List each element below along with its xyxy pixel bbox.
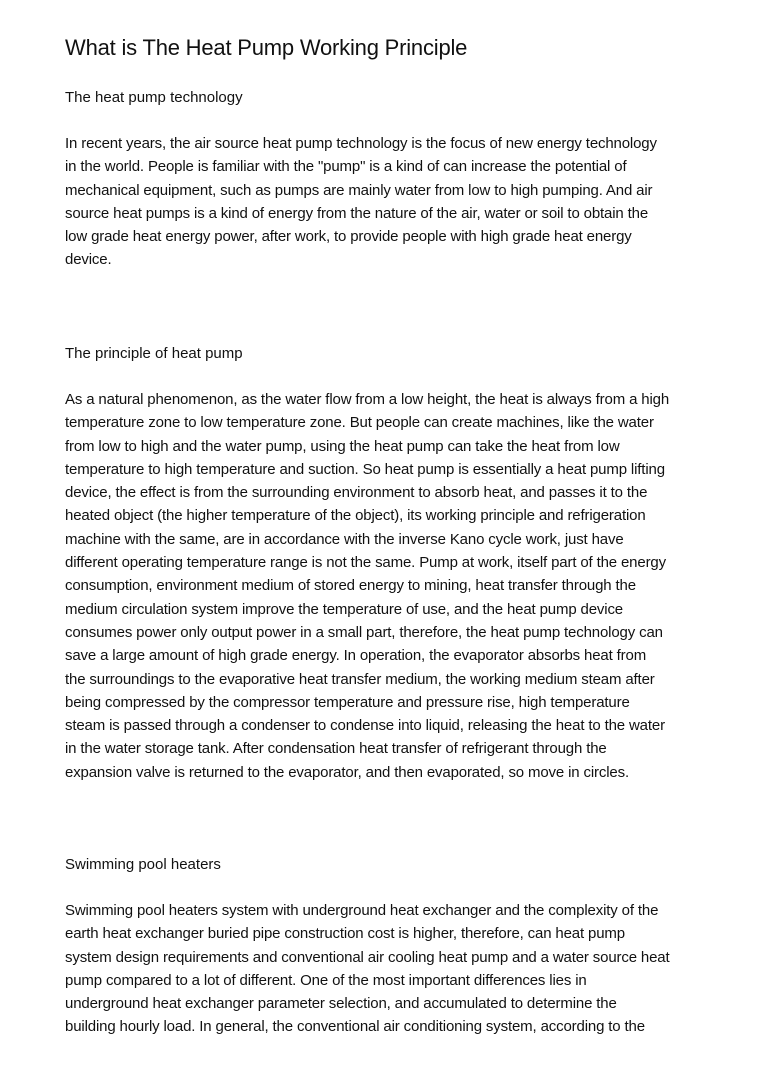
text-line: As a natural phenomenon, as the water flow from a low height, the heat is always from a high: [65, 391, 670, 408]
text-line: different operating temperature range is not the same. Pump at work, itself part of the energy: [65, 554, 666, 572]
text-line: heated object (the higher temperature of the object), its working principle and refrigeration: [65, 507, 646, 525]
paragraph-heat-pump-technology: [65, 132, 710, 272]
text-line: source heat pumps is a kind of energy from the nature of the air, water or soil to obtain the: [65, 204, 649, 222]
text-line: low grade heat energy power, after work, to provide people with high grade heat energy: [65, 228, 632, 246]
text-line: Swimming pool heaters system with underground heat exchanger and the complexity of the: [65, 902, 659, 919]
text-line: machine with the same, are in accordance with the inverse Kano cycle work, just have: [65, 530, 624, 548]
text-line: from low to high and the water pump, using the heat pump can take the heat from low: [65, 437, 620, 455]
text-line: earth heat exchanger buried pipe construction cost is higher, therefore, can heat pump: [65, 925, 625, 943]
text-line: building hourly load. In general, the conventional air conditioning system, according to the: [65, 1018, 645, 1036]
text-line: steam is passed through a condenser to condense into liquid, releasing the heat to the water: [65, 717, 665, 735]
text-line: underground heat exchanger parameter selection, and accumulated to determine the: [65, 995, 617, 1013]
text-line: temperature to high temperature and suction. So heat pump is essentially a heat pump lifting: [65, 460, 665, 478]
text-line: device, the effect is from the surrounding environment to absorb heat, and passes it to the: [65, 484, 648, 502]
text-line: being compressed by the compressor temperature and pressure rise, high temperature: [65, 693, 630, 711]
text-line: save a large amount of high grade energy. In operation, the evaporator absorbs heat from: [65, 647, 647, 665]
text-line: mechanical equipment, such as pumps are mainly water from low to high pumping. And air: [65, 181, 653, 199]
text-line: pump compared to a lot of different. One of the most important differences lies in: [65, 971, 587, 989]
paragraph-swimming-pool-heaters: [65, 899, 710, 1039]
text-line: In recent years, the air source heat pump technology is the focus of new energy technology: [65, 135, 657, 152]
section-heading-heat-pump-technology: The heat pump technology: [65, 89, 243, 106]
text-line: expansion valve is returned to the evaporator, and then evaporated, so move in circles.: [65, 763, 629, 781]
text-line: the surroundings to the evaporative heat transfer medium, the working medium steam after: [65, 670, 655, 688]
page-title: What is The Heat Pump Working Principle: [65, 35, 468, 60]
text-line: consumes power only output power in a small part, therefore, the heat pump technology can: [65, 623, 663, 641]
text-line: in the water storage tank. After condensation heat transfer of refrigerant through the: [65, 740, 607, 758]
section-heading-principle: The principle of heat pump: [65, 345, 243, 362]
text-line: consumption, environment medium of stored energy to mining, heat transfer through the: [65, 577, 636, 595]
text-line: temperature zone to low temperature zone. But people can create machines, like the water: [65, 414, 654, 432]
text-line: device.: [65, 251, 112, 269]
text-line: system design requirements and conventional air cooling heat pump and a water source heat: [65, 948, 670, 966]
text-line: medium circulation system improve the temperature of use, and the heat pump device: [65, 600, 623, 618]
paragraph-principle: [65, 388, 710, 784]
section-heading-swimming-pool-heaters: Swimming pool heaters: [65, 856, 221, 873]
text-line: in the world. People is familiar with the "pump" is a kind of can increase the potential of: [65, 158, 627, 176]
